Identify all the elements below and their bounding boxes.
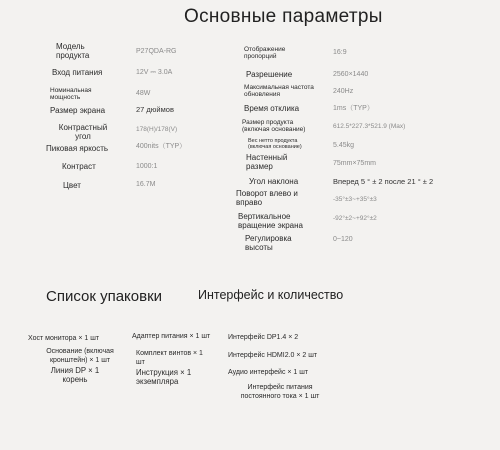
spec-label-model: Модель продукта bbox=[56, 42, 90, 60]
packing-item-monitor: Хост монитора × 1 шт bbox=[28, 335, 100, 342]
spec-value-model: P27QDA-RG bbox=[136, 48, 177, 55]
spec-label-height-adjust: Регулировка высоты bbox=[245, 234, 292, 252]
spec-value-net-weight: 5.45kg bbox=[333, 142, 355, 149]
spec-value-contrast: 1000:1 bbox=[136, 163, 158, 170]
spec-label-response-time: Время отклика bbox=[244, 104, 300, 113]
interface-audio: Аудио интерфейс × 1 шт bbox=[228, 369, 309, 376]
spec-label-wall-mount: Настенный размер bbox=[246, 153, 288, 171]
interface-hdmi: Интерфейс HDMI2.0 × 2 шт bbox=[228, 352, 318, 359]
spec-value-pivot: -92°±2~+92°±2 bbox=[333, 215, 377, 222]
spec-value-screen-size: 27 дюймов bbox=[136, 105, 174, 114]
spec-value-viewing-angle: 178(H)/178(V) bbox=[136, 126, 178, 133]
spec-label-contrast: Контраст bbox=[62, 162, 96, 171]
interfaces-title: Интерфейс и количество bbox=[198, 288, 344, 302]
spec-label-refresh-rate: Максимальная частота обновления bbox=[244, 84, 314, 98]
packing-item-manual: Инструкция × 1 экземпляра bbox=[136, 368, 192, 386]
spec-value-power-input: 12V ⎓ 3.0A bbox=[136, 69, 173, 76]
spec-label-resolution: Разрешение bbox=[246, 70, 293, 79]
spec-label-screen-size: Размер экрана bbox=[50, 106, 106, 115]
spec-value-wall-mount: 75mm×75mm bbox=[333, 160, 376, 167]
interface-dp: Интерфейс DP1.4 × 2 bbox=[228, 334, 299, 341]
spec-label-product-size: Размер продукта (включая основание) bbox=[242, 119, 306, 133]
spec-label-rated-power: Номинальная мощность bbox=[50, 87, 92, 101]
spec-label-power-input: Вход питания bbox=[52, 68, 103, 77]
spec-label-swivel: Поворот влево и вправо bbox=[236, 189, 298, 207]
spec-label-aspect-ratio: Отображение пропорций bbox=[244, 46, 286, 60]
spec-value-product-size: 612.5*227.3*521.9 (Max) bbox=[333, 123, 406, 130]
packing-item-power-adapter: Адаптер питания × 1 шт bbox=[132, 333, 211, 340]
packing-list-title: Список упаковки bbox=[46, 288, 163, 305]
spec-label-viewing-angle: Контрастный угол bbox=[58, 123, 108, 141]
spec-label-net-weight: Вес нетто продукта (включая основание) bbox=[248, 138, 302, 150]
interface-dc-power: Интерфейс питания постоянного тока × 1 шт bbox=[240, 384, 320, 400]
spec-value-color: 16.7M bbox=[136, 181, 156, 188]
packing-item-stand: Основание (включая кронштейн) × 1 шт bbox=[46, 348, 114, 364]
packing-item-screw-kit: Комплект винтов × 1 шт bbox=[136, 350, 203, 366]
spec-value-rated-power: 48W bbox=[136, 90, 151, 97]
spec-value-response-time: 1ms（TYP） bbox=[333, 105, 374, 112]
spec-value-peak-brightness: 400nits（TYP） bbox=[136, 143, 187, 150]
spec-label-peak-brightness: Пиковая яркость bbox=[46, 144, 109, 153]
page-title: Основные параметры bbox=[184, 6, 383, 27]
spec-value-resolution: 2560×1440 bbox=[333, 71, 369, 78]
spec-value-height-adjust: 0~120 bbox=[333, 236, 353, 243]
spec-value-tilt: Вперед 5 ° ± 2 после 21 ° ± 2 bbox=[333, 177, 434, 186]
spec-label-color: Цвет bbox=[63, 181, 81, 190]
spec-value-swivel: -35°±3~+35°±3 bbox=[333, 196, 377, 203]
spec-label-tilt: Угол наклона bbox=[249, 177, 299, 186]
spec-value-aspect-ratio: 16:9 bbox=[333, 49, 347, 56]
spec-value-refresh-rate: 240Hz bbox=[333, 88, 354, 95]
packing-item-dp-cable: Линия DP × 1 корень bbox=[50, 366, 100, 384]
spec-label-pivot: Вертикальное вращение экрана bbox=[238, 212, 303, 230]
